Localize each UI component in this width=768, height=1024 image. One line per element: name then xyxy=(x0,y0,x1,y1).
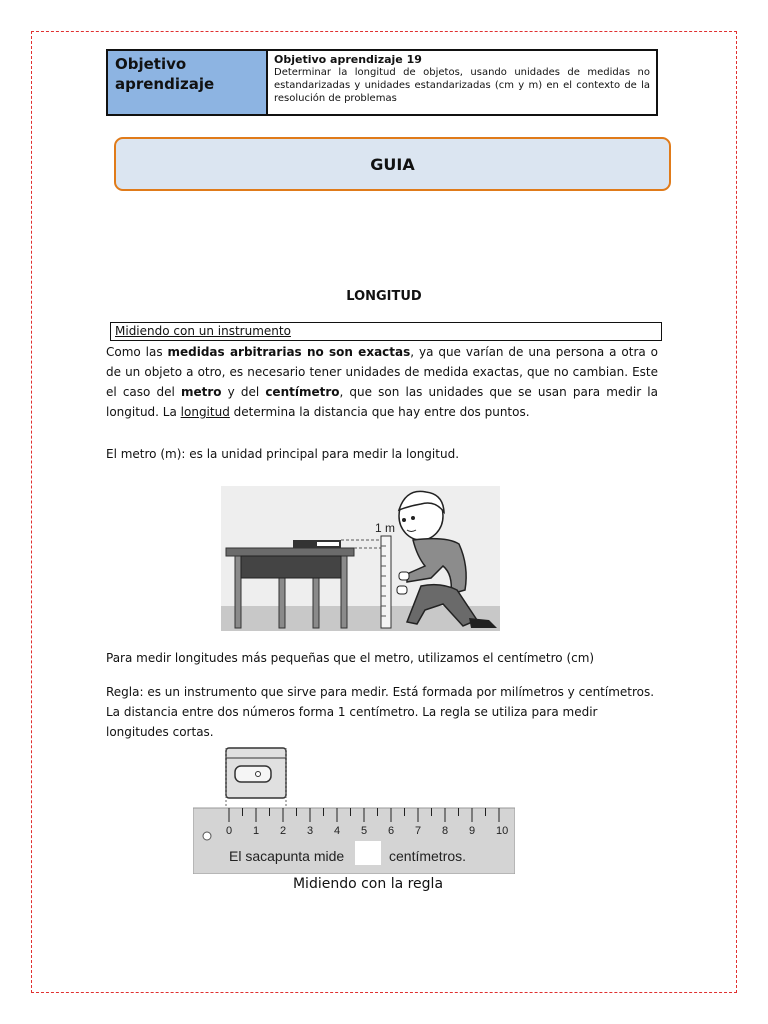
child-measuring-desk-illustration xyxy=(221,486,500,631)
metro-definition: El metro (m): es la unidad principal para medir la longitud. xyxy=(106,447,460,461)
bold-term: metro xyxy=(180,385,222,399)
text-run: determina la distancia que hay entre dos puntos. xyxy=(229,405,530,419)
ruler-sentence-end: centímetros. xyxy=(389,848,467,864)
objective-description: Determinar la longitud de objetos, usando unidades de medidas no estandarizadas y unidades estandarizadas (cm y m) en el contexto de la resolución de problemas xyxy=(274,67,650,104)
text-run: Como las xyxy=(106,345,168,359)
ruler-number: 5 xyxy=(361,825,368,837)
ruler-sentence-start: El sacapunta mide xyxy=(229,848,345,864)
bold-term: centímetro xyxy=(265,385,340,399)
bold-term: medidas arbitrarias no son exactas xyxy=(167,345,411,359)
subheading: Midiendo con un instrumento xyxy=(110,322,662,341)
ruler-number: 10 xyxy=(496,825,509,837)
guia-title: GUIA xyxy=(370,154,415,174)
meter-label: 1 m xyxy=(375,521,396,535)
ruler-number: 1 xyxy=(253,825,260,837)
ruler-number: 3 xyxy=(307,825,314,837)
text-run: y del xyxy=(221,385,266,399)
text-run: , ya que varían de una persona a otra o de un objeto a otro, es necesario tener unidades de medida exactas, que no cambian. Este el caso del xyxy=(106,345,659,399)
ruler-number: 6 xyxy=(388,825,395,837)
objective-table xyxy=(106,49,658,116)
underlined-term: longitud xyxy=(180,405,230,419)
ruler-sharpener-illustration xyxy=(193,744,515,874)
ruler-number: 2 xyxy=(280,825,287,837)
regla-text: Regla: es un instrumento que sirve para medir. Está formada por milímetros y centímetros. La distancia entre dos números forma 1 centímetro. La regla se utiliza para medir longitudes cortas. xyxy=(106,685,655,739)
answer-blank xyxy=(355,841,381,865)
objective-content xyxy=(268,51,656,114)
objective-label: Objetivo aprendizaje xyxy=(108,51,268,114)
objective-title: Objetivo aprendizaje 19 xyxy=(274,53,422,66)
section-title: LONGITUD xyxy=(346,289,422,304)
centimetro-text: Para medir longitudes más pequeñas que el metro, utilizamos el centímetro (cm) xyxy=(106,651,595,665)
figure-caption: Midiendo con la regla xyxy=(292,876,444,892)
ruler-number: 0 xyxy=(226,825,233,837)
guia-title-box xyxy=(114,137,671,191)
ruler-number: 4 xyxy=(334,825,341,837)
text-run: , que son las unidades que se usan para medir la longitud. La xyxy=(106,385,658,419)
ruler-number: 9 xyxy=(469,825,476,837)
ruler-number: 7 xyxy=(415,825,422,837)
intro-paragraph xyxy=(106,342,658,422)
ruler-number: 8 xyxy=(442,825,449,837)
